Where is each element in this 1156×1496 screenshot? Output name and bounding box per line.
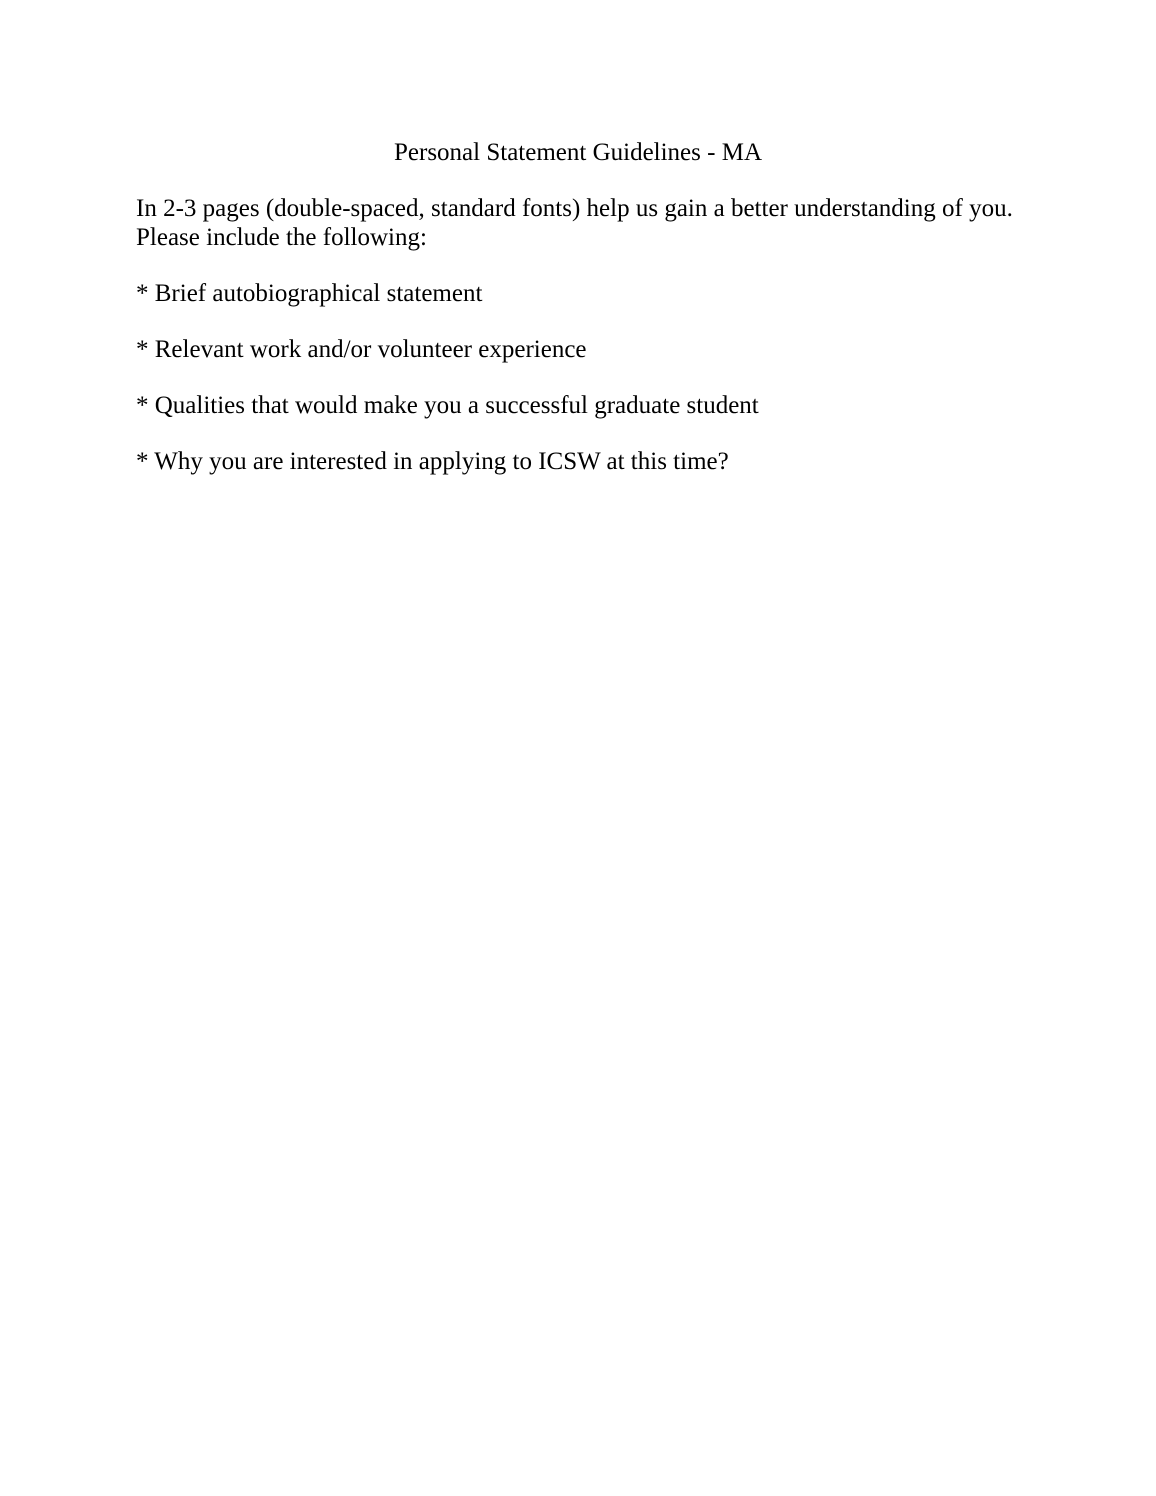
guideline-item: * Relevant work and/or volunteer experience [136,336,587,363]
guideline-item: * Why you are interested in applying to ICSW at this time? [136,448,729,475]
guideline-item: * Brief autobiographical statement [136,280,483,307]
guideline-list [136,279,1036,503]
guideline-item: * Qualities that would make you a successful graduate student [136,392,759,419]
document-title: Personal Statement Guidelines - MA [394,139,762,166]
intro-paragraph: In 2-3 pages (double-spaced, standard fonts) help us gain a better understanding of you. Please include the following: [136,195,1013,251]
